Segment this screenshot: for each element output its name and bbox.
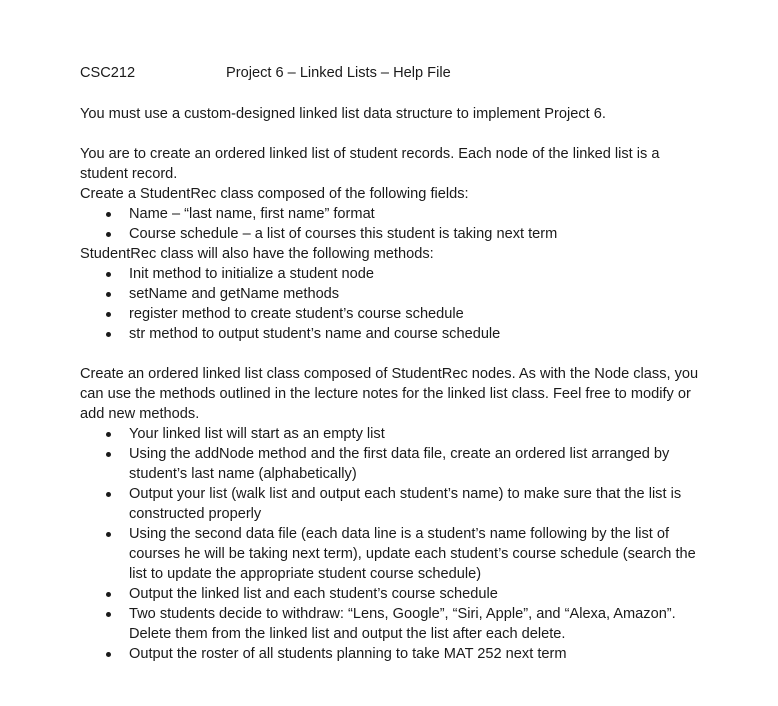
list-item: setName and getName methods xyxy=(80,284,704,304)
bullet-icon xyxy=(106,312,111,317)
list-item: Course schedule – a list of courses this student is taking next term xyxy=(80,224,704,244)
linked-list-steps-list xyxy=(80,424,720,664)
list-item: Using the addNode method and the first data file, create an ordered list arranged by student’s last name (alphabetically) xyxy=(80,444,704,484)
bullet-icon xyxy=(106,592,111,597)
linked-list-class-description: Create an ordered linked list class composed of StudentRec nodes. As with the Node class, you can use the methods outlined in the lecture notes for the linked list class. Feel free to modify or add new methods. xyxy=(80,366,699,422)
bullet-icon xyxy=(106,432,111,437)
list-item: Two students decide to withdraw: “Lens, Google”, “Siri, Apple”, and “Alexa, Amazon”. Delete them from the linked list and output the list after each delete. xyxy=(80,604,704,644)
bullet-icon xyxy=(106,532,111,537)
bullet-icon xyxy=(106,652,111,657)
list-item: register method to create student’s course schedule xyxy=(80,304,704,324)
list-item: Output your list (walk list and output each student’s name) to make sure that the list is constructed properly xyxy=(80,484,704,524)
intro-paragraph: You must use a custom-designed linked list data structure to implement Project 6. xyxy=(80,106,606,122)
list-item: Output the linked list and each student’s course schedule xyxy=(80,584,704,604)
list-item: Name – “last name, first name” format xyxy=(80,204,704,224)
bullet-icon xyxy=(106,332,111,337)
course-code: CSC212 xyxy=(80,65,136,81)
bullet-icon xyxy=(106,232,111,237)
document-header xyxy=(80,65,720,85)
list-item: Using the second data file (each data line is a student’s name following by the list of courses he will be taking next term), update each student’s course schedule (search the list to update the appropriate student course schedule) xyxy=(80,524,704,584)
bullet-icon xyxy=(106,272,111,277)
bullet-icon xyxy=(106,212,111,217)
bullet-icon xyxy=(106,612,111,617)
list-item: Output the roster of all students planning to take MAT 252 next term xyxy=(80,644,704,664)
bullet-icon xyxy=(106,292,111,297)
studentrec-fields-list xyxy=(80,204,720,244)
list-item: Init method to initialize a student node xyxy=(80,264,704,284)
bullet-icon xyxy=(106,452,111,457)
bullet-icon xyxy=(106,492,111,497)
document-title: Project 6 – Linked Lists – Help File xyxy=(226,65,451,81)
studentrec-methods-heading: StudentRec class will also have the following methods: xyxy=(80,246,434,262)
studentrec-fields-heading: Create a StudentRec class composed of the following fields: xyxy=(80,186,469,202)
ordered-list-description: You are to create an ordered linked list of student records. Each node of the linked list is a student record. xyxy=(80,146,660,182)
list-item: Your linked list will start as an empty list xyxy=(80,424,704,444)
list-item: str method to output student’s name and course schedule xyxy=(80,324,704,344)
studentrec-methods-list xyxy=(80,264,720,344)
